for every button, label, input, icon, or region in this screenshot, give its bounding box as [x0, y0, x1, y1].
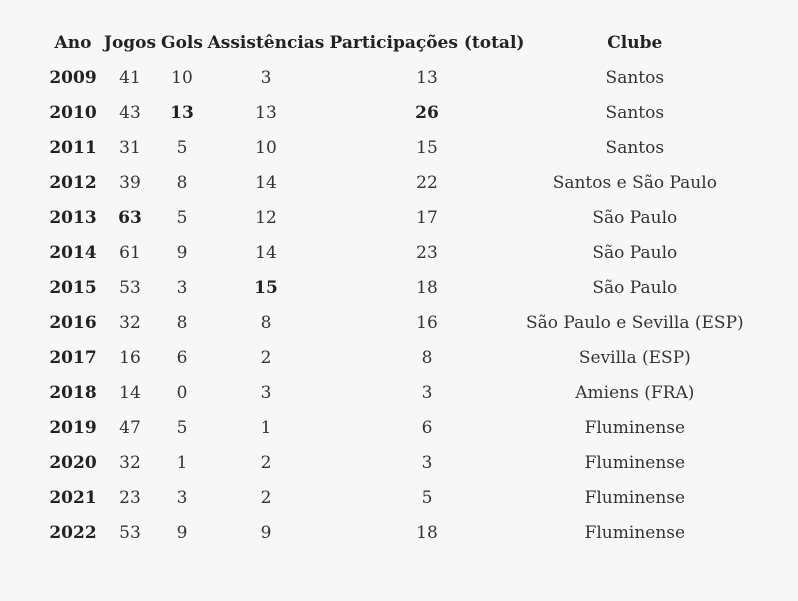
cell-jogos: 41	[119, 67, 141, 88]
cell-jogos: 14	[119, 382, 141, 403]
cell-assistencias: 10	[255, 137, 277, 158]
cell-assistencias: 15	[254, 277, 278, 298]
cell-clube: Fluminense	[584, 522, 686, 543]
table-row	[46, 60, 744, 95]
cell-assistencias: 14	[255, 172, 277, 193]
cell-assistencias: 14	[255, 242, 277, 263]
cell-ano: 2018	[49, 382, 97, 403]
cell-gols: 3	[176, 277, 188, 298]
cell-clube: São Paulo	[592, 277, 678, 298]
cell-jogos: 23	[119, 487, 141, 508]
cell-jogos: 32	[119, 312, 141, 333]
cell-ano: 2010	[49, 102, 97, 123]
cell-clube: Fluminense	[584, 452, 686, 473]
cell-gols: 8	[176, 172, 188, 193]
cell-ano: 2012	[49, 172, 97, 193]
cell-ano: 2021	[49, 487, 97, 508]
header-assistencias: Assistências	[207, 32, 325, 53]
cell-clube: São Paulo	[592, 207, 678, 228]
header-participacoes: Participações (total)	[329, 32, 525, 53]
cell-assistencias: 1	[260, 417, 272, 438]
cell-jogos: 32	[119, 452, 141, 473]
cell-jogos: 31	[119, 137, 141, 158]
header-row	[46, 25, 744, 60]
cell-participacoes: 6	[421, 417, 433, 438]
cell-assistencias: 3	[260, 382, 272, 403]
cell-clube: São Paulo e Sevilla (ESP)	[526, 312, 744, 333]
cell-participacoes: 5	[421, 487, 433, 508]
cell-ano: 2009	[49, 67, 97, 88]
cell-participacoes: 13	[416, 67, 438, 88]
cell-ano: 2022	[49, 522, 97, 543]
cell-participacoes: 22	[416, 172, 438, 193]
header-gols: Gols	[161, 32, 203, 53]
cell-ano: 2020	[49, 452, 97, 473]
cell-participacoes: 8	[421, 347, 433, 368]
cell-gols: 5	[176, 417, 188, 438]
cell-jogos: 53	[119, 522, 141, 543]
table-row	[46, 445, 744, 480]
cell-ano: 2017	[49, 347, 97, 368]
table-row	[46, 340, 744, 375]
cell-participacoes: 26	[415, 102, 439, 123]
cell-jogos: 43	[119, 102, 141, 123]
cell-participacoes: 18	[416, 277, 438, 298]
header-clube: Clube	[607, 32, 663, 53]
cell-assistencias: 8	[260, 312, 272, 333]
cell-ano: 2016	[49, 312, 97, 333]
cell-gols: 0	[176, 382, 188, 403]
cell-gols: 3	[176, 487, 188, 508]
cell-jogos: 63	[118, 207, 142, 228]
table-row	[46, 515, 744, 550]
table-row	[46, 200, 744, 235]
cell-assistencias: 9	[260, 522, 272, 543]
cell-jogos: 53	[119, 277, 141, 298]
table-row	[46, 165, 744, 200]
cell-ano: 2015	[49, 277, 97, 298]
cell-jogos: 47	[119, 417, 141, 438]
table-row	[46, 270, 744, 305]
table-row	[46, 95, 744, 130]
cell-participacoes: 15	[416, 137, 438, 158]
cell-assistencias: 13	[255, 102, 277, 123]
cell-ano: 2011	[49, 137, 97, 158]
cell-clube: Sevilla (ESP)	[578, 347, 691, 368]
cell-participacoes: 17	[416, 207, 438, 228]
cell-clube: São Paulo	[592, 242, 678, 263]
cell-clube: Fluminense	[584, 487, 686, 508]
cell-gols: 6	[176, 347, 188, 368]
header-ano: Ano	[54, 32, 92, 53]
table-row	[46, 375, 744, 410]
cell-gols: 9	[176, 522, 188, 543]
cell-jogos: 39	[119, 172, 141, 193]
cell-participacoes: 18	[416, 522, 438, 543]
cell-jogos: 16	[119, 347, 141, 368]
cell-clube: Santos	[605, 137, 665, 158]
header-jogos: Jogos	[103, 32, 157, 53]
cell-jogos: 61	[119, 242, 141, 263]
cell-ano: 2019	[49, 417, 97, 438]
table-header	[46, 25, 744, 60]
cell-assistencias: 12	[255, 207, 277, 228]
cell-gols: 5	[176, 207, 188, 228]
cell-gols: 13	[170, 102, 194, 123]
cell-gols: 9	[176, 242, 188, 263]
cell-gols: 5	[176, 137, 188, 158]
cell-gols: 8	[176, 312, 188, 333]
cell-clube: Santos e São Paulo	[552, 172, 717, 193]
table-row	[46, 235, 744, 270]
cell-participacoes: 3	[421, 382, 433, 403]
cell-ano: 2013	[49, 207, 97, 228]
cell-gols: 1	[176, 452, 188, 473]
cell-clube: Amiens (FRA)	[575, 382, 695, 403]
cell-participacoes: 23	[416, 242, 438, 263]
table-row	[46, 130, 744, 165]
cell-assistencias: 2	[260, 487, 272, 508]
cell-clube: Santos	[605, 67, 665, 88]
cell-assistencias: 2	[260, 347, 272, 368]
cell-clube: Santos	[605, 102, 665, 123]
table-body	[46, 60, 744, 550]
table-row	[46, 305, 744, 340]
cell-gols: 10	[171, 67, 193, 88]
career-stats-table	[46, 25, 744, 550]
table-row	[46, 410, 744, 445]
cell-assistencias: 2	[260, 452, 272, 473]
cell-clube: Fluminense	[584, 417, 686, 438]
cell-participacoes: 16	[416, 312, 438, 333]
table-row	[46, 480, 744, 515]
cell-ano: 2014	[49, 242, 97, 263]
cell-participacoes: 3	[421, 452, 433, 473]
cell-assistencias: 3	[260, 67, 272, 88]
